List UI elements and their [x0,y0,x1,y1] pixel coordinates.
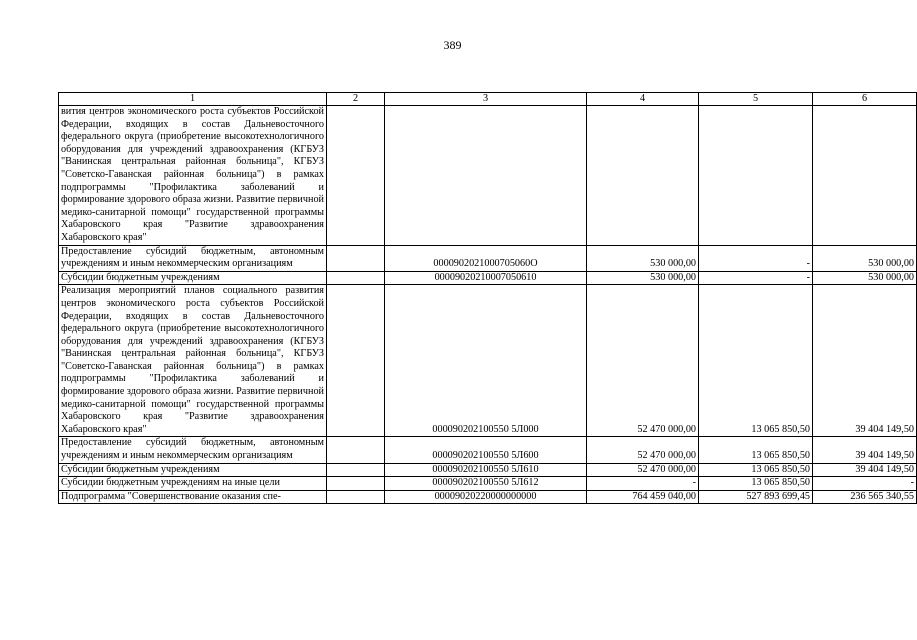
row-col6: 530 000,00 [813,245,917,271]
column-header-6: 6 [813,93,917,106]
row-description: Субсидии бюджетным учреждениям [59,463,327,477]
column-header-1: 1 [59,93,327,106]
row-col4: 52 470 000,00 [587,437,699,463]
row-col2 [327,437,385,463]
row-description: вития центров экономического роста субъектов Российской Федерации, входящих в состав Дальневосточного федерального округа (приобретение высокотехнологичного оборудования для учреждений здравоохранения (КГБУЗ "Ванинская центральная районная больница", КГБУЗ "Советско-Гаванская районная больница") в рамках подпрограммы "Профилактика заболеваний и формирование здорового образа жизни. Развитие первичной медико-санитарной помощи" государственной программы Хабаровского края "Развитие здравоохранения Хабаровского края" [59,106,327,246]
row-col2 [327,477,385,491]
column-header-2: 2 [327,93,385,106]
table-row [59,285,917,437]
row-col5: 13 065 850,50 [699,477,813,491]
row-col5: 13 065 850,50 [699,285,813,437]
column-header-3: 3 [385,93,587,106]
row-col6: 39 404 149,50 [813,463,917,477]
row-col6: 39 404 149,50 [813,285,917,437]
column-header-5: 5 [699,93,813,106]
table-row [59,463,917,477]
page-number: 389 [443,38,462,52]
row-col4: 52 470 000,00 [587,463,699,477]
column-header-4: 4 [587,93,699,106]
row-col6: - [813,477,917,491]
row-code: 00009020210007050610 [385,271,587,285]
row-col4: - [587,477,699,491]
row-col4: 764 459 040,00 [587,490,699,504]
budget-table [58,92,917,504]
row-col4: 52 470 000,00 [587,285,699,437]
row-description: Подпрограмма "Совершенствование оказания спе- [59,490,327,504]
row-col5 [699,106,813,246]
row-col6: 39 404 149,50 [813,437,917,463]
row-code: 000090202100550 5Л000 [385,285,587,437]
row-code: 00009020220000000000 [385,490,587,504]
row-col5: 13 065 850,50 [699,463,813,477]
column-number-row [59,93,917,106]
table-row [59,437,917,463]
row-col2 [327,490,385,504]
table-row [59,106,917,246]
row-description: Предоставление субсидий бюджетным, автономным учреждениям и иным некоммерческим организациям [59,437,327,463]
row-code: 000090202100550 5Л600 [385,437,587,463]
row-code: 000090202100550 5Л610 [385,463,587,477]
row-col6 [813,106,917,246]
row-col5: 13 065 850,50 [699,437,813,463]
row-description: Реализация мероприятий планов социального развития центров экономического роста субъектов Российской Федерации, входящих в состав Дальневосточного федерального округа (приобретение высокотехнологичного оборудования для учреждений здравоохранения (КГБУЗ "Ванинская центральная районная больница", КГБУЗ "Советско-Гаванская районная больница") в рамках подпрограммы "Профилактика заболеваний и формирование здорового образа жизни. Развитие первичной медико-санитарной помощи" государственной программы Хабаровского края "Развитие здравоохранения Хабаровского края" [59,285,327,437]
row-description: Субсидии бюджетным учреждениям на иные цели [59,477,327,491]
row-col4 [587,106,699,246]
row-col2 [327,285,385,437]
row-code: 0000902021000705060О [385,245,587,271]
row-description: Субсидии бюджетным учреждениям [59,271,327,285]
table-row [59,271,917,285]
row-col5: 527 893 699,45 [699,490,813,504]
row-description: Предоставление субсидий бюджетным, автономным учреждениям и иным некоммерческим организациям [59,245,327,271]
row-col2 [327,463,385,477]
row-code [385,106,587,246]
table-row [59,490,917,504]
row-col4: 530 000,00 [587,271,699,285]
row-col4: 530 000,00 [587,245,699,271]
table-row [59,245,917,271]
row-col2 [327,245,385,271]
row-col6: 530 000,00 [813,271,917,285]
table-row [59,477,917,491]
row-col6: 236 565 340,55 [813,490,917,504]
row-col5: - [699,271,813,285]
row-col2 [327,271,385,285]
row-code: 000090202100550 5Л612 [385,477,587,491]
row-col5: - [699,245,813,271]
row-col2 [327,106,385,246]
